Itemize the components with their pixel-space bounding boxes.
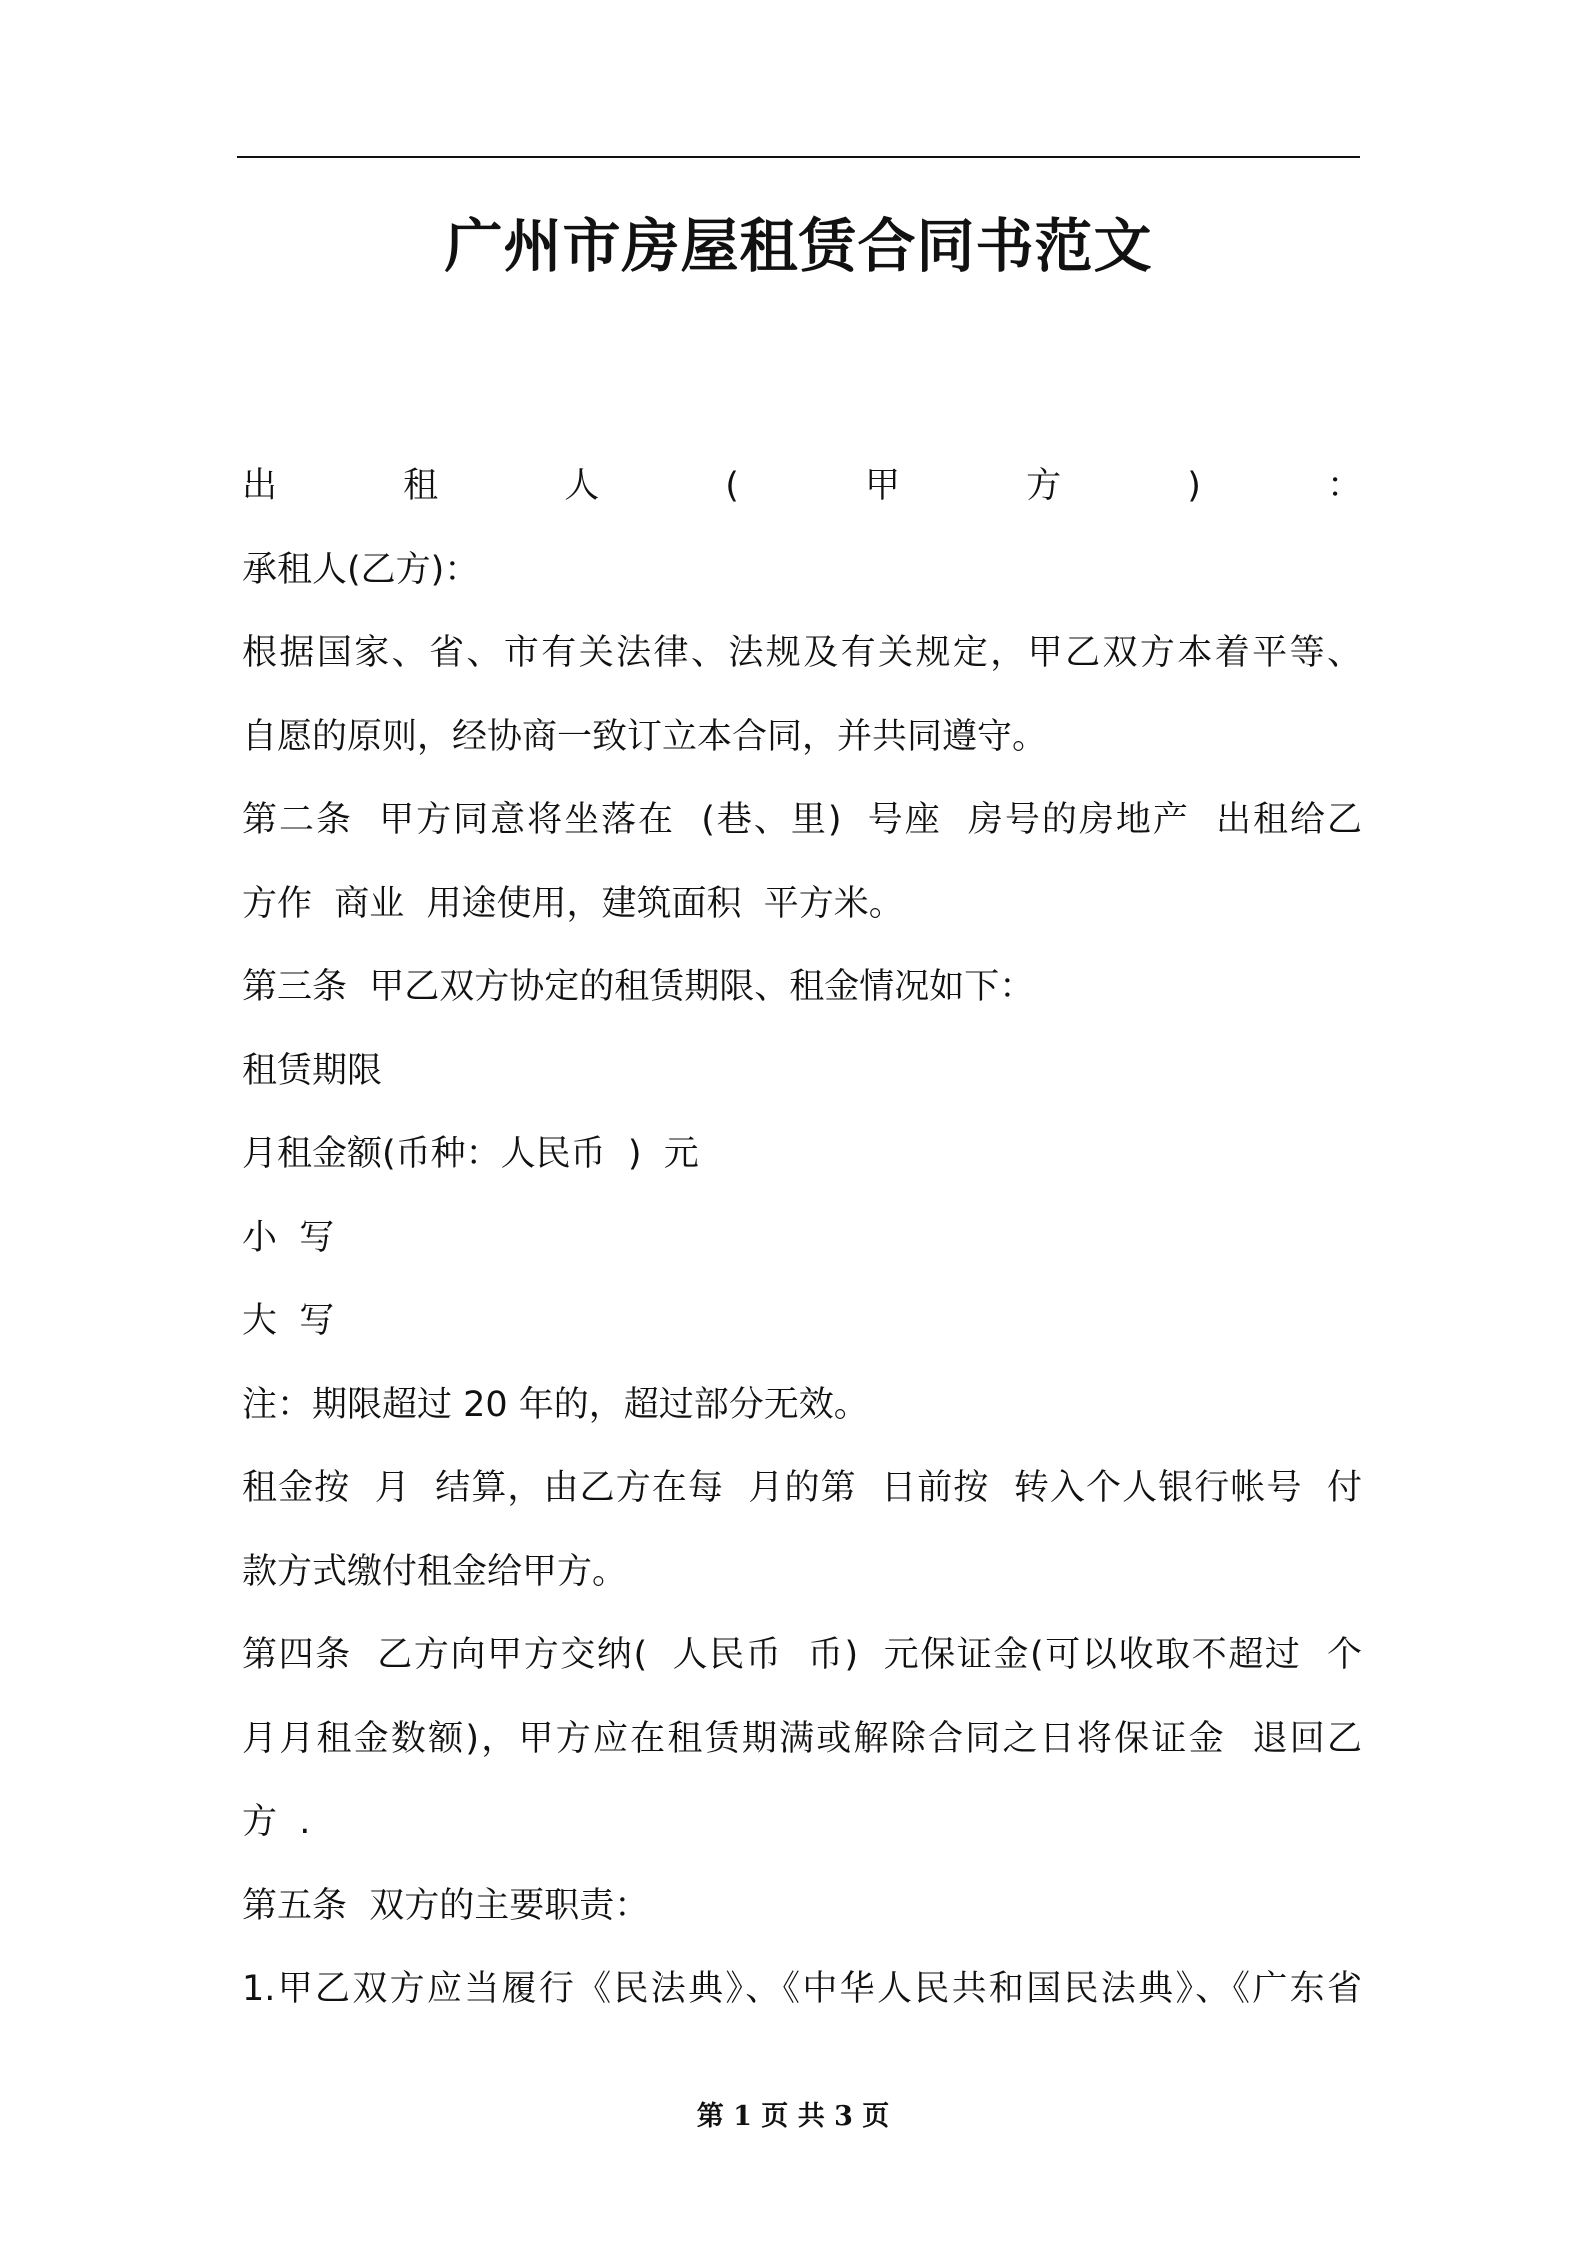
body-line-lessor: 出租人(甲方)： bbox=[242, 466, 1362, 506]
document-title: 广州市房屋租赁合同书范文 bbox=[444, 212, 1153, 280]
page-number-footer: 第 1 页 共 3 页 bbox=[696, 2101, 890, 2132]
body-line-article-2a: 第二条 甲方同意将坐落在 (巷、里) 号座 房号的房地产 出租给乙 bbox=[242, 800, 1362, 840]
body-line-article-5: 第五条 双方的主要职责： bbox=[242, 1885, 650, 1926]
body-line-article-2b: 方作 商业 用途使用，建筑面积 平方米。 bbox=[242, 883, 904, 924]
body-line-clause-1: 1.甲乙双方应当履行《民法典》、《中华人民共和国民法典》、《广东省 bbox=[242, 1969, 1362, 2009]
body-line-preamble-1: 根据国家、省、市有关法律、法规及有关规定，甲乙双方本着平等、 bbox=[242, 633, 1362, 673]
body-line-monthly-rent: 月租金额(币种：人民币 ) 元 bbox=[242, 1134, 699, 1174]
body-line-article-3: 第三条 甲乙双方协定的租赁期限、租金情况如下： bbox=[242, 967, 1035, 1007]
body-line-payment-2: 款方式缴付租金给甲方。 bbox=[242, 1551, 628, 1592]
body-line-lease-term: 租赁期限 bbox=[242, 1050, 383, 1091]
document-body bbox=[242, 445, 1362, 2032]
body-line-amount-words: 大 写 bbox=[242, 1301, 335, 1341]
body-line-article-4a: 第四条 乙方向甲方交纳( 人民币 币) 元保证金(可以收取不超过 个 bbox=[242, 1635, 1362, 1675]
body-line-lessee: 承租人(乙方)： bbox=[242, 549, 480, 590]
body-line-preamble-2: 自愿的原则，经协商一致订立本合同，并共同遵守。 bbox=[242, 716, 1048, 757]
body-line-article-4b: 月月租金数额)，甲方应在租赁期满或解除合同之日将保证金 退回乙 bbox=[242, 1718, 1362, 1759]
body-line-payment-1: 租金按 月 结算，由乙方在每 月的第 日前按 转入个人银行帐号 付 bbox=[242, 1468, 1362, 1508]
header-rule bbox=[237, 156, 1360, 158]
body-line-article-4c: 方 . bbox=[242, 1802, 311, 1842]
body-line-amount-figures: 小 写 bbox=[242, 1217, 335, 1258]
body-line-note: 注：期限超过 20 年的，超过部分无效。 bbox=[242, 1384, 869, 1425]
